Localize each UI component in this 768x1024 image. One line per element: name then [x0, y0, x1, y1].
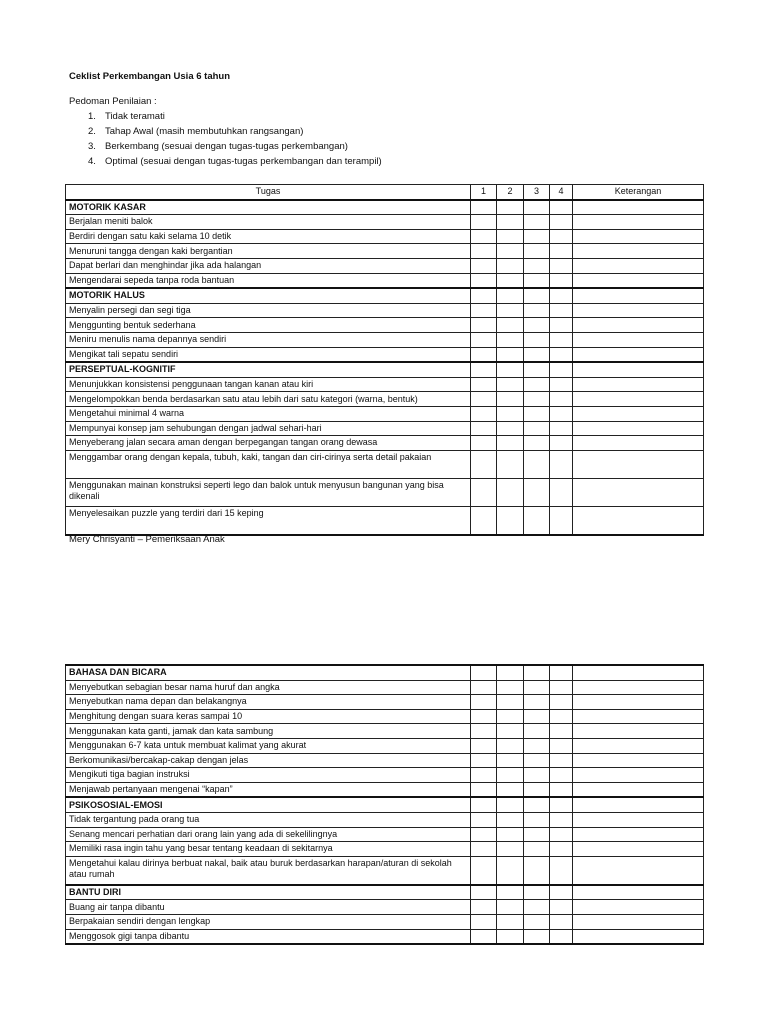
task-cell: Menyebutkan sebagian besar nama huruf dan angka [66, 680, 471, 695]
checklist-table-body [66, 665, 704, 944]
score-cell[interactable] [497, 900, 524, 915]
score-cell[interactable] [471, 856, 497, 885]
score-cell[interactable] [497, 392, 524, 407]
notes-cell[interactable] [573, 436, 704, 451]
score-cell[interactable] [524, 797, 550, 812]
score-cell[interactable] [550, 332, 573, 347]
score-cell[interactable] [471, 900, 497, 915]
score-cell[interactable] [471, 406, 497, 421]
task-cell: Menggunakan 6-7 kata untuk membuat kalimat yang akurat [66, 738, 471, 753]
score-cell[interactable] [550, 885, 573, 900]
notes-cell[interactable] [573, 665, 704, 680]
section-row [66, 200, 704, 215]
notes-cell[interactable] [573, 842, 704, 857]
footer-text: Mery Chrisyanti – Pemeriksaan Anak [69, 534, 225, 545]
score-cell[interactable] [524, 856, 550, 885]
notes-cell[interactable] [573, 885, 704, 900]
score-cell[interactable] [471, 782, 497, 797]
score-cell[interactable] [550, 318, 573, 333]
score-cell[interactable] [524, 782, 550, 797]
score-cell[interactable] [497, 738, 524, 753]
section-row [66, 665, 704, 680]
task-cell: Menggunakan mainan konstruksi seperti lego dan balok untuk menyusun bangunan yang bisa dikenali [66, 478, 471, 506]
score-cell[interactable] [524, 680, 550, 695]
score-cell[interactable] [497, 827, 524, 842]
task-cell: Senang mencari perhatian dari orang lain yang ada di sekelilingnya [66, 827, 471, 842]
score-cell[interactable] [497, 200, 524, 215]
criteria-item: 1. Tidak teramati [88, 111, 165, 122]
score-cell[interactable] [471, 318, 497, 333]
notes-cell[interactable] [573, 782, 704, 797]
score-cell[interactable] [524, 929, 550, 944]
section-row [66, 885, 704, 900]
header-notes: Keterangan [573, 185, 704, 200]
task-cell: Menyelesaikan puzzle yang terdiri dari 15 keping [66, 506, 471, 535]
score-cell[interactable] [471, 362, 497, 377]
notes-cell[interactable] [573, 258, 704, 273]
task-cell: Mengikat tali sepatu sendiri [66, 347, 471, 362]
score-cell[interactable] [524, 812, 550, 827]
score-cell[interactable] [550, 738, 573, 753]
score-cell[interactable] [497, 347, 524, 362]
score-cell[interactable] [524, 406, 550, 421]
score-cell[interactable] [550, 929, 573, 944]
score-cell[interactable] [550, 478, 573, 506]
task-cell: Menyebutkan nama depan dan belakangnya [66, 695, 471, 710]
criteria-item: 3. Berkembang (sesuai dengan tugas-tugas perkembangan) [88, 141, 348, 152]
task-cell: Mengendarai sepeda tanpa roda bantuan [66, 273, 471, 288]
score-cell[interactable] [497, 842, 524, 857]
table-row [66, 782, 704, 797]
checklist-table-page2 [65, 664, 704, 945]
table-row [66, 827, 704, 842]
section-row [66, 288, 704, 303]
task-cell: Menggunting bentuk sederhana [66, 318, 471, 333]
score-cell[interactable] [550, 812, 573, 827]
header-score-4: 4 [550, 185, 573, 200]
task-cell: Berpakaian sendiri dengan lengkap [66, 914, 471, 929]
table-row [66, 347, 704, 362]
task-cell: Menggambar orang dengan kepala, tubuh, kaki, tangan dan ciri-cirinya serta detail pakaian [66, 450, 471, 478]
score-cell[interactable] [524, 450, 550, 478]
score-cell[interactable] [471, 768, 497, 783]
score-cell[interactable] [471, 392, 497, 407]
score-cell[interactable] [497, 318, 524, 333]
task-cell: Menghitung dengan suara keras sampai 10 [66, 709, 471, 724]
notes-cell[interactable] [573, 768, 704, 783]
table-row [66, 929, 704, 944]
notes-cell[interactable] [573, 347, 704, 362]
score-cell[interactable] [524, 318, 550, 333]
table-row [66, 406, 704, 421]
table-row [66, 273, 704, 288]
table-row [66, 709, 704, 724]
score-cell[interactable] [550, 215, 573, 230]
score-cell[interactable] [524, 362, 550, 377]
score-cell[interactable] [497, 695, 524, 710]
score-cell[interactable] [550, 406, 573, 421]
notes-cell[interactable] [573, 377, 704, 392]
table-row [66, 812, 704, 827]
task-cell: Menggunakan kata ganti, jamak dan kata sambung [66, 724, 471, 739]
score-cell[interactable] [471, 332, 497, 347]
notes-cell[interactable] [573, 797, 704, 812]
task-cell: Mengetahui kalau dirinya berbuat nakal, baik atau buruk berdasarkan harapan/aturan di sekolah atau rumah [66, 856, 471, 885]
table-row [66, 695, 704, 710]
criteria-item: 4. Optimal (sesuai dengan tugas-tugas perkembangan dan terampil) [88, 156, 382, 167]
section-title: MOTORIK HALUS [66, 288, 471, 303]
task-cell: Menuruni tangga dengan kaki bergantian [66, 244, 471, 259]
table-row [66, 738, 704, 753]
score-cell[interactable] [550, 200, 573, 215]
score-cell[interactable] [550, 797, 573, 812]
notes-cell[interactable] [573, 812, 704, 827]
score-cell[interactable] [550, 392, 573, 407]
score-cell[interactable] [550, 303, 573, 318]
score-cell[interactable] [471, 273, 497, 288]
score-cell[interactable] [497, 436, 524, 451]
table-row [66, 842, 704, 857]
score-cell[interactable] [497, 929, 524, 944]
task-cell: Mempunyai konsep jam sehubungan dengan jadwal sehari-hari [66, 421, 471, 436]
score-cell[interactable] [471, 450, 497, 478]
score-cell[interactable] [471, 665, 497, 680]
score-cell[interactable] [497, 362, 524, 377]
score-cell[interactable] [524, 200, 550, 215]
table-row [66, 392, 704, 407]
notes-cell[interactable] [573, 229, 704, 244]
document-title: Ceklist Perkembangan Usia 6 tahun [69, 71, 231, 82]
notes-cell[interactable] [573, 392, 704, 407]
notes-cell[interactable] [573, 506, 704, 535]
notes-cell[interactable] [573, 215, 704, 230]
score-cell[interactable] [550, 914, 573, 929]
task-cell: Berdiri dengan satu kaki selama 10 detik [66, 229, 471, 244]
score-cell[interactable] [497, 665, 524, 680]
score-cell[interactable] [524, 273, 550, 288]
checklist-table-body [66, 185, 704, 535]
notes-cell[interactable] [573, 914, 704, 929]
score-cell[interactable] [550, 506, 573, 535]
notes-cell[interactable] [573, 362, 704, 377]
score-cell[interactable] [524, 665, 550, 680]
notes-cell[interactable] [573, 450, 704, 478]
score-cell[interactable] [550, 768, 573, 783]
score-cell[interactable] [550, 724, 573, 739]
task-cell: Mengikuti tiga bagian instruksi [66, 768, 471, 783]
section-row [66, 797, 704, 812]
task-cell: Buang air tanpa dibantu [66, 900, 471, 915]
score-cell[interactable] [524, 695, 550, 710]
score-cell[interactable] [471, 244, 497, 259]
score-cell[interactable] [471, 753, 497, 768]
score-cell[interactable] [524, 229, 550, 244]
score-cell[interactable] [550, 258, 573, 273]
task-cell: Memiliki rasa ingin tahu yang besar tentang keadaan di sekitarnya [66, 842, 471, 857]
notes-cell[interactable] [573, 406, 704, 421]
notes-cell[interactable] [573, 303, 704, 318]
notes-cell[interactable] [573, 421, 704, 436]
task-cell: Menyalin persegi dan segi tiga [66, 303, 471, 318]
notes-cell[interactable] [573, 680, 704, 695]
score-cell[interactable] [524, 842, 550, 857]
task-cell: Menjawab pertanyaan mengenai “kapan” [66, 782, 471, 797]
score-cell[interactable] [550, 753, 573, 768]
score-cell[interactable] [550, 377, 573, 392]
notes-cell[interactable] [573, 709, 704, 724]
score-cell[interactable] [524, 738, 550, 753]
task-cell: Berjalan meniti balok [66, 215, 471, 230]
score-cell[interactable] [550, 827, 573, 842]
score-cell[interactable] [471, 738, 497, 753]
score-cell[interactable] [550, 900, 573, 915]
score-cell[interactable] [497, 753, 524, 768]
notes-cell[interactable] [573, 738, 704, 753]
score-cell[interactable] [471, 229, 497, 244]
score-cell[interactable] [524, 506, 550, 535]
table-row [66, 258, 704, 273]
notes-cell[interactable] [573, 753, 704, 768]
score-cell[interactable] [524, 768, 550, 783]
score-cell[interactable] [524, 332, 550, 347]
notes-cell[interactable] [573, 318, 704, 333]
header-score-3: 3 [524, 185, 550, 200]
score-cell[interactable] [471, 914, 497, 929]
notes-cell[interactable] [573, 332, 704, 347]
score-cell[interactable] [550, 856, 573, 885]
score-cell[interactable] [497, 724, 524, 739]
assessment-guide-label: Pedoman Penilaian : [69, 96, 157, 107]
table-row [66, 680, 704, 695]
assessment-criteria-list [88, 110, 382, 170]
score-cell[interactable] [550, 362, 573, 377]
table-row [66, 244, 704, 259]
table-row [66, 303, 704, 318]
notes-cell[interactable] [573, 724, 704, 739]
score-cell[interactable] [471, 258, 497, 273]
notes-cell[interactable] [573, 478, 704, 506]
section-title: MOTORIK KASAR [66, 200, 471, 215]
score-cell[interactable] [471, 680, 497, 695]
score-cell[interactable] [550, 680, 573, 695]
score-cell[interactable] [524, 377, 550, 392]
score-cell[interactable] [497, 709, 524, 724]
score-cell[interactable] [471, 215, 497, 230]
score-cell[interactable] [524, 244, 550, 259]
task-cell: Tidak tergantung pada orang tua [66, 812, 471, 827]
table-row [66, 724, 704, 739]
score-cell[interactable] [497, 885, 524, 900]
score-cell[interactable] [550, 347, 573, 362]
task-cell: Menunjukkan konsistensi penggunaan tangan kanan atau kiri [66, 377, 471, 392]
score-cell[interactable] [471, 709, 497, 724]
score-cell[interactable] [497, 288, 524, 303]
notes-cell[interactable] [573, 695, 704, 710]
score-cell[interactable] [550, 421, 573, 436]
table-row [66, 768, 704, 783]
notes-cell[interactable] [573, 273, 704, 288]
notes-cell[interactable] [573, 244, 704, 259]
score-cell[interactable] [497, 812, 524, 827]
table-row [66, 856, 704, 885]
task-cell: Berkomunikasi/bercakap-cakap dengan jelas [66, 753, 471, 768]
score-cell[interactable] [524, 885, 550, 900]
score-cell[interactable] [471, 929, 497, 944]
score-cell[interactable] [497, 856, 524, 885]
score-cell[interactable] [471, 724, 497, 739]
table-row [66, 377, 704, 392]
score-cell[interactable] [524, 724, 550, 739]
notes-cell[interactable] [573, 929, 704, 944]
score-cell[interactable] [471, 695, 497, 710]
score-cell[interactable] [497, 229, 524, 244]
score-cell[interactable] [550, 665, 573, 680]
score-cell[interactable] [524, 347, 550, 362]
task-cell: Menyeberang jalan secara aman dengan berpegangan tangan orang dewasa [66, 436, 471, 451]
table-header-row [66, 185, 704, 200]
score-cell[interactable] [471, 377, 497, 392]
score-cell[interactable] [524, 421, 550, 436]
score-cell[interactable] [550, 709, 573, 724]
score-cell[interactable] [471, 436, 497, 451]
score-cell[interactable] [524, 436, 550, 451]
score-cell[interactable] [471, 506, 497, 535]
task-cell: Meniru menulis nama depannya sendiri [66, 332, 471, 347]
score-cell[interactable] [497, 506, 524, 535]
score-cell[interactable] [524, 900, 550, 915]
table-row [66, 753, 704, 768]
score-cell[interactable] [550, 695, 573, 710]
header-score-1: 1 [471, 185, 497, 200]
task-cell: Dapat berlari dan menghindar jika ada halangan [66, 258, 471, 273]
score-cell[interactable] [471, 827, 497, 842]
score-cell[interactable] [497, 421, 524, 436]
score-cell[interactable] [497, 768, 524, 783]
score-cell[interactable] [497, 215, 524, 230]
task-cell: Menggosok gigi tanpa dibantu [66, 929, 471, 944]
score-cell[interactable] [471, 478, 497, 506]
score-cell[interactable] [497, 406, 524, 421]
notes-cell[interactable] [573, 200, 704, 215]
score-cell[interactable] [550, 450, 573, 478]
score-cell[interactable] [524, 827, 550, 842]
score-cell[interactable] [550, 244, 573, 259]
score-cell[interactable] [550, 782, 573, 797]
table-row [66, 318, 704, 333]
criteria-item: 2. Tahap Awal (masih membutuhkan rangsangan) [88, 126, 304, 137]
header-score-2: 2 [497, 185, 524, 200]
score-cell[interactable] [524, 258, 550, 273]
score-cell[interactable] [497, 273, 524, 288]
section-title: PERSEPTUAL-KOGNITIF [66, 362, 471, 377]
score-cell[interactable] [497, 258, 524, 273]
notes-cell[interactable] [573, 900, 704, 915]
header-task: Tugas [66, 185, 471, 200]
section-row [66, 362, 704, 377]
score-cell[interactable] [497, 478, 524, 506]
score-cell[interactable] [471, 812, 497, 827]
score-cell[interactable] [550, 288, 573, 303]
score-cell[interactable] [524, 753, 550, 768]
score-cell[interactable] [497, 244, 524, 259]
table-row [66, 900, 704, 915]
section-title: PSIKOSOSIAL-EMOSI [66, 797, 471, 812]
score-cell[interactable] [550, 273, 573, 288]
score-cell[interactable] [471, 885, 497, 900]
notes-cell[interactable] [573, 288, 704, 303]
table-row [66, 332, 704, 347]
score-cell[interactable] [524, 392, 550, 407]
section-title: BAHASA DAN BICARA [66, 665, 471, 680]
score-cell[interactable] [550, 436, 573, 451]
task-cell: Mengelompokkan benda berdasarkan satu atau lebih dari satu kategori (warna, bentuk) [66, 392, 471, 407]
score-cell[interactable] [497, 914, 524, 929]
score-cell[interactable] [550, 842, 573, 857]
table-row [66, 450, 704, 478]
score-cell[interactable] [497, 332, 524, 347]
notes-cell[interactable] [573, 856, 704, 885]
score-cell[interactable] [497, 782, 524, 797]
table-row [66, 215, 704, 230]
score-cell[interactable] [524, 303, 550, 318]
score-cell[interactable] [471, 303, 497, 318]
table-row [66, 506, 704, 535]
table-row [66, 421, 704, 436]
section-title: BANTU DIRI [66, 885, 471, 900]
score-cell[interactable] [524, 478, 550, 506]
score-cell[interactable] [497, 450, 524, 478]
score-cell[interactable] [471, 200, 497, 215]
table-row [66, 914, 704, 929]
table-row [66, 436, 704, 451]
score-cell[interactable] [497, 377, 524, 392]
score-cell[interactable] [524, 215, 550, 230]
score-cell[interactable] [471, 347, 497, 362]
score-cell[interactable] [524, 709, 550, 724]
score-cell[interactable] [524, 914, 550, 929]
score-cell[interactable] [497, 303, 524, 318]
table-row [66, 478, 704, 506]
notes-cell[interactable] [573, 827, 704, 842]
table-row [66, 229, 704, 244]
checklist-table-page1 [65, 184, 704, 536]
score-cell[interactable] [497, 680, 524, 695]
score-cell[interactable] [524, 288, 550, 303]
score-cell[interactable] [471, 797, 497, 812]
score-cell[interactable] [471, 842, 497, 857]
task-cell: Mengetahui minimal 4 warna [66, 406, 471, 421]
score-cell[interactable] [471, 288, 497, 303]
score-cell[interactable] [497, 797, 524, 812]
score-cell[interactable] [550, 229, 573, 244]
score-cell[interactable] [471, 421, 497, 436]
